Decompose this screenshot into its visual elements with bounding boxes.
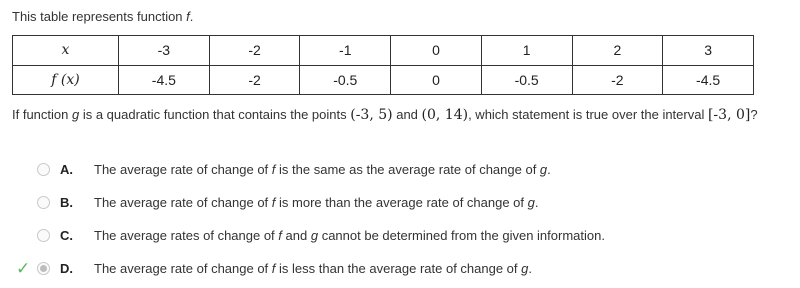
table-row-x <box>13 36 754 66</box>
x-cell: 2 <box>572 36 663 66</box>
x-header-cell: x <box>13 36 119 66</box>
choice-text: The average rates of change of f and g cannot be determined from the given information. <box>94 228 605 243</box>
fx-header-cell: f (x) <box>13 65 119 95</box>
x-cell: -1 <box>300 36 391 66</box>
x-cell: -3 <box>119 36 210 66</box>
fx-cell: -4.5 <box>663 65 754 95</box>
fx-cell: -2 <box>209 65 300 95</box>
x-cell: -2 <box>209 36 300 66</box>
radio-button[interactable] <box>37 229 50 242</box>
choice-text: The average rate of change of f is less than the average rate of change of g. <box>94 261 532 276</box>
fx-cell: -2 <box>572 65 663 95</box>
choice-d[interactable] <box>0 259 780 279</box>
choice-a[interactable] <box>0 160 780 180</box>
choice-c[interactable] <box>0 226 780 246</box>
fx-cell: -0.5 <box>300 65 391 95</box>
choice-text: The average rate of change of f is the same as the average rate of change of g. <box>94 162 551 177</box>
x-cell: 0 <box>391 36 482 66</box>
fx-cell: 0 <box>391 65 482 95</box>
radio-button-selected[interactable] <box>37 262 50 275</box>
choice-letter: A. <box>60 162 73 177</box>
x-cell: 1 <box>481 36 572 66</box>
choice-b[interactable] <box>0 193 780 213</box>
choice-letter: D. <box>60 261 73 276</box>
choice-letter: C. <box>60 228 73 243</box>
fx-cell: -0.5 <box>481 65 572 95</box>
checkmark-icon: ✓ <box>16 259 31 278</box>
function-table <box>12 35 754 95</box>
radio-button[interactable] <box>37 163 50 176</box>
radio-button[interactable] <box>37 196 50 209</box>
choice-letter: B. <box>60 195 73 210</box>
choice-text: The average rate of change of f is more than the average rate of change of g. <box>94 195 539 210</box>
x-cell: 3 <box>663 36 754 66</box>
fx-cell: -4.5 <box>119 65 210 95</box>
intro-text: This table represents function f. <box>12 9 194 24</box>
question-text: If function g is a quadratic function that contains the points (-3, 5) and (0, 14), which statement is true over the interval [-3, 0]? <box>12 107 758 123</box>
table-row-fx <box>13 65 754 95</box>
